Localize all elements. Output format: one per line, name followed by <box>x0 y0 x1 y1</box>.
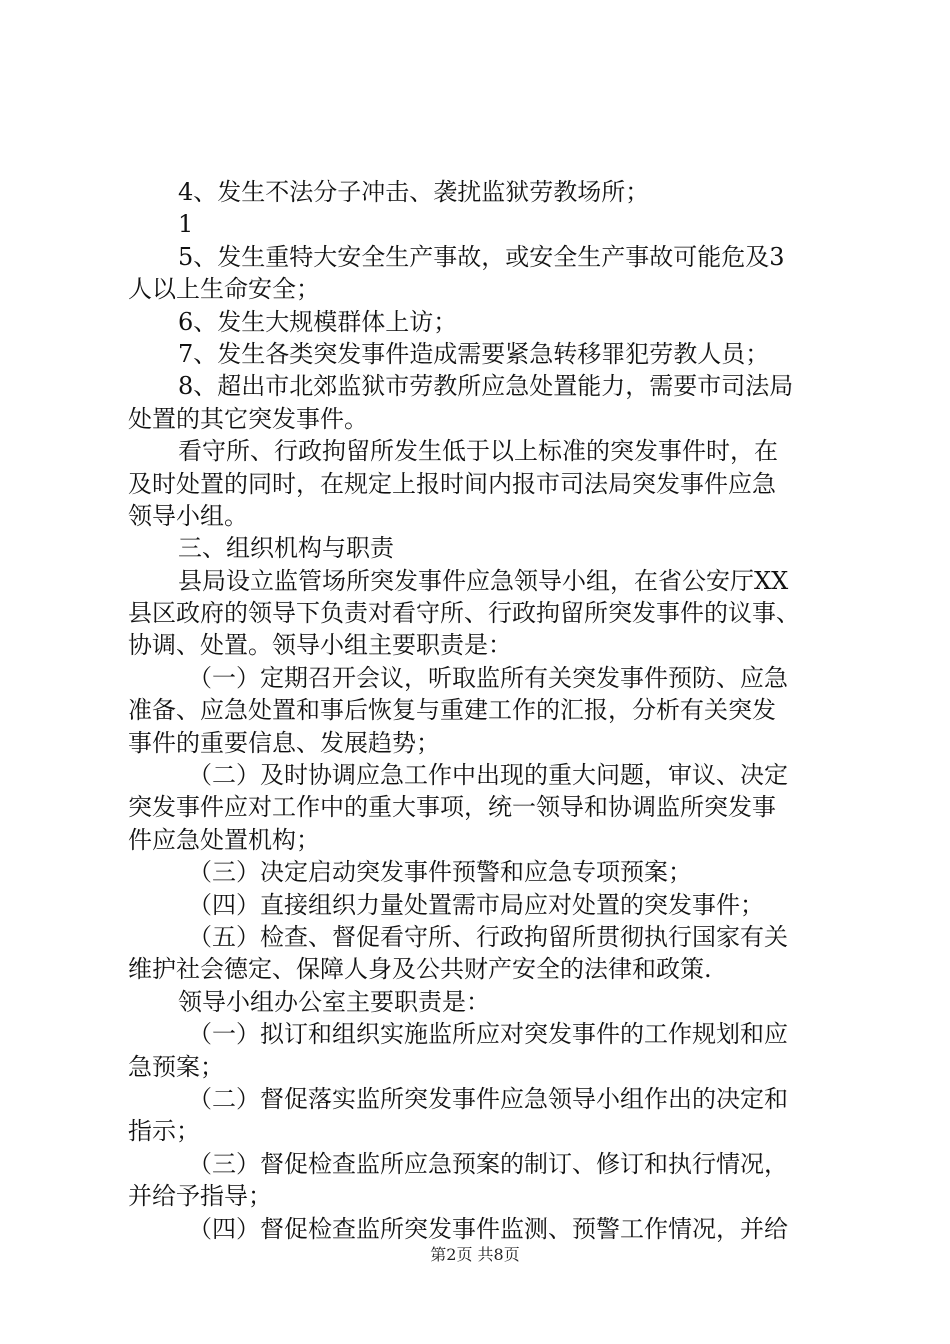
text-line: 协调、处置。领导小组主要职责是： <box>128 631 512 660</box>
text-line: 6、发生大规模群体上访； <box>178 307 458 336</box>
text-line: （二）及时协调应急工作中出现的重大问题，审议、决定 <box>188 761 788 790</box>
text-line: （四）督促检查监所突发事件监测、预警工作情况，并给 <box>188 1214 788 1243</box>
text-line: 事件的重要信息、发展趋势； <box>128 728 440 757</box>
text-line: 7、发生各类突发事件造成需要紧急转移罪犯劳教人员； <box>178 339 770 368</box>
text-line: 领导小组办公室主要职责是： <box>178 987 490 1016</box>
text-line: 县区政府的领导下负责对看守所、行政拘留所突发事件的议事、 <box>128 599 800 628</box>
text-line: 1 <box>178 210 194 239</box>
text-line: 看守所、行政拘留所发生低于以上标准的突发事件时，在 <box>178 437 778 466</box>
text-line: 领导小组。 <box>128 501 248 530</box>
document-body <box>128 176 840 1245</box>
text-line: 突发事件应对工作中的重大事项，统一领导和协调监所突发事 <box>128 793 776 822</box>
text-line: （四）直接组织力量处置需市局应对处置的突发事件； <box>188 890 764 919</box>
text-line: 件应急处置机构； <box>128 825 320 854</box>
text-line: 急预案； <box>128 1052 224 1081</box>
text-line: 准备、应急处置和事后恢复与重建工作的汇报，分析有关突发 <box>128 696 776 725</box>
text-line: 处置的其它突发事件。 <box>128 404 368 433</box>
text-line: 5、发生重特大安全生产事故，或安全生产事故可能危及3 <box>178 242 785 271</box>
text-line: 维护社会德定、保障人身及公共财产安全的法律和政策. <box>128 955 712 984</box>
text-line: 及时处置的同时，在规定上报时间内报市司法局突发事件应急 <box>128 469 776 498</box>
text-line: （五）检查、督促看守所、行政拘留所贯彻执行国家有关 <box>188 922 788 951</box>
section-heading: 三、组织机构与职责 <box>178 534 394 563</box>
text-line: 4、发生不法分子冲击、袭扰监狱劳教场所； <box>178 178 650 206</box>
text-line: （三）决定启动突发事件预警和应急专项预案； <box>188 858 692 887</box>
text-line: （一）定期召开会议，听取监所有关突发事件预防、应急 <box>188 663 788 692</box>
text-line: （一）拟订和组织实施监所应对突发事件的工作规划和应 <box>188 1020 788 1049</box>
page-number-footer: 第2页 共8页 <box>430 1245 520 1264</box>
text-line: 县局设立监管场所突发事件应急领导小组，在省公安厅XX <box>178 566 789 595</box>
text-line: 8、超出市北郊监狱市劳教所应急处置能力，需要市司法局 <box>178 372 794 401</box>
text-line: 并给予指导； <box>128 1182 272 1211</box>
text-line: 人以上生命安全； <box>128 275 320 304</box>
text-line: 指示； <box>128 1117 200 1146</box>
text-line: （三）督促检查监所应急预案的制订、修订和执行情况， <box>188 1149 788 1178</box>
text-line: （二）督促落实监所突发事件应急领导小组作出的决定和 <box>188 1084 788 1113</box>
